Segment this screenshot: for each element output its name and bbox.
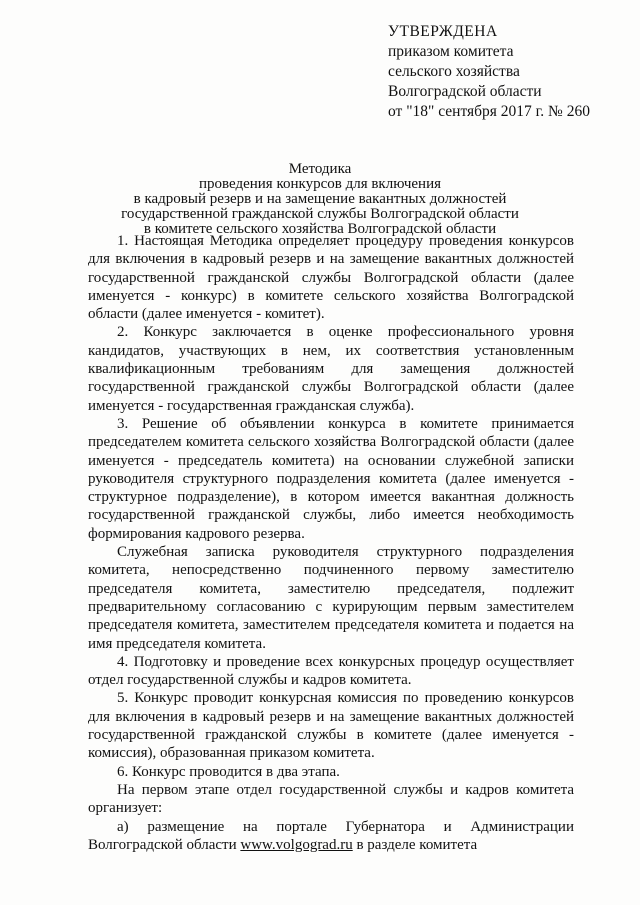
paragraph-5: 5. Конкурс проводит конкурсная комиссия по проведению конкурсов для включения в кадровый резерв и на замещение вакантных должностей государственной гражданской службы в комитете (далее именуется - комиссия), образованная приказом комитета.	[88, 690, 574, 762]
item-a-text-end: в разделе комитета	[356, 836, 478, 853]
approval-title: УТВЕРЖДЕНА	[388, 23, 498, 40]
approval-line-1: приказом комитета	[388, 43, 514, 60]
title-line-3: государственной гражданской службы Волгоградской области	[121, 206, 519, 222]
document-title	[80, 162, 560, 237]
approval-stamp	[388, 22, 628, 122]
title-line-1: проведения конкурсов для включения	[198, 176, 441, 192]
title-heading: Методика	[288, 161, 352, 177]
paragraph-6-stage-one: На первом этапе отдел государственной службы и кадров комитета организует:	[88, 781, 574, 817]
title-line-2: в кадровый резерв и на замещение вакантных должностей	[133, 191, 507, 207]
paragraph-3-memo: Служебная записка руководителя структурного подразделения комитета, непосредственно подчиненного первому заместителю председателя комитета, заместителю председателя, подлежит предварительному согласованию с курирующим первым заместителем председателя комитета, заместителем председателя комитета и подается на имя председателя комитета.	[88, 544, 574, 652]
paragraph-2: 2. Конкурс заключается в оценке профессионального уровня кандидатов, участвующих в нем, их соответствия установленным квалификационным требованиям для замещения должностей государственной гражданской службы Волгоградской области (далее именуется - государственная гражданская служба).	[88, 324, 574, 414]
approval-line-4: от "18" сентября 2017 г. № 260	[388, 103, 590, 120]
paragraph-6-item-a	[88, 818, 574, 855]
title-line-4: в комитете сельского хозяйства Волгоградской области	[143, 221, 497, 237]
document-body	[88, 232, 574, 854]
portal-link[interactable]: www.volgograd.ru	[240, 836, 353, 853]
paragraph-6: 6. Конкурс проводится в два этапа.	[117, 763, 340, 780]
paragraph-4: 4. Подготовку и проведение всех конкурсных процедур осуществляет отдел государственной службы и кадров комитета.	[88, 653, 574, 689]
approval-line-2: сельского хозяйства	[388, 63, 520, 80]
paragraph-1: 1. Настоящая Методика определяет процедуру проведения конкурсов для включения в кадровый резерв и на замещение вакантных должностей государственной гражданской службы Волгоградской области (далее именуется - конкурс) в комитете сельского хозяйства Волгоградской области (далее именуется - комитет).	[88, 233, 574, 323]
paragraph-3: 3. Решение об объявлении конкурса в комитете принимается председателем комитета сельского хозяйства Волгоградской области (далее именуется - председатель комитета) на основании служебной записки руководителя структурного подразделения комитета (далее именуется - структурное подразделение), в котором имеется вакантная должность государственной гражданской службы, либо имеется необходимость формирования кадрового резерва.	[88, 415, 574, 542]
approval-line-3: Волгоградской области	[388, 83, 542, 100]
item-a-text: а) размещение на портале Губернатора и Администрации Волгоградской области	[88, 818, 574, 853]
